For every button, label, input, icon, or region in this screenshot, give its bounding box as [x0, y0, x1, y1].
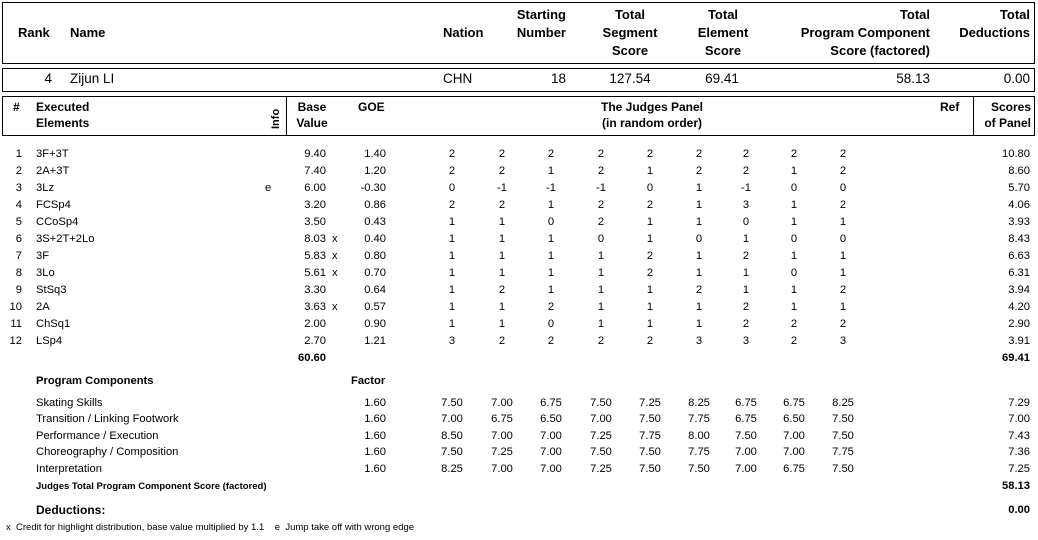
- element-judge-score: 2: [790, 335, 798, 347]
- component-judge-score: 7.00: [540, 463, 562, 475]
- element-judge-score: 1: [790, 301, 798, 313]
- element-base-value: 6.00: [304, 182, 326, 194]
- element-goe: -0.30: [360, 182, 386, 194]
- element-goe: 0.70: [364, 267, 386, 279]
- component-judge-score: 7.50: [441, 397, 463, 409]
- element-base-value: 5.83: [304, 250, 326, 262]
- elements-header-base: Base Value: [296, 100, 328, 130]
- element-base-value: 3.20: [304, 199, 326, 211]
- header-rank: Rank: [18, 25, 50, 40]
- component-judge-score: 7.00: [540, 430, 562, 442]
- element-highlight-mark: x: [332, 233, 338, 245]
- divider-info: [286, 96, 287, 136]
- element-judge-score: 1: [597, 267, 605, 279]
- element-name: LSp4: [36, 335, 63, 347]
- element-judge-score: 1: [839, 301, 847, 313]
- element-name: 3F: [36, 250, 50, 262]
- element-judge-score: 1: [448, 267, 456, 279]
- element-base-value: 9.40: [304, 148, 326, 160]
- element-base-value: 3.30: [304, 284, 326, 296]
- element-num: 5: [15, 216, 22, 228]
- element-goe: 1.21: [364, 335, 386, 347]
- element-name: 2A: [36, 301, 50, 313]
- element-judge-score: 1: [597, 318, 605, 330]
- component-judge-score: 7.00: [735, 463, 757, 475]
- component-name: Performance / Execution: [36, 430, 159, 442]
- element-judge-score: 3: [839, 335, 847, 347]
- element-judge-score: 1: [742, 267, 750, 279]
- element-judge-score: 2: [498, 148, 506, 160]
- element-judge-score: 2: [547, 148, 555, 160]
- component-judge-score: 6.50: [783, 413, 805, 425]
- component-panel-score: 7.00: [1008, 413, 1030, 425]
- element-highlight-mark: x: [332, 301, 338, 313]
- element-judge-score: 1: [547, 233, 555, 245]
- element-judge-score: 1: [790, 216, 798, 228]
- components-title: Program Components: [36, 375, 154, 387]
- component-judge-score: 7.25: [639, 397, 661, 409]
- element-judge-score: 1: [695, 182, 703, 194]
- element-base-value: 3.63: [304, 301, 326, 313]
- element-judge-score: 1: [695, 301, 703, 313]
- element-judge-score: 1: [646, 301, 654, 313]
- element-panel-score: 3.91: [1008, 335, 1030, 347]
- element-judge-score: 2: [498, 165, 506, 177]
- component-name: Interpretation: [36, 463, 102, 475]
- element-num: 3: [15, 182, 22, 194]
- skater-starting-number: 18: [550, 71, 566, 86]
- elements-header-num: #: [13, 100, 20, 114]
- element-judge-score: 2: [597, 335, 605, 347]
- element-judge-score: 1: [742, 233, 750, 245]
- component-judge-score: 7.50: [832, 430, 854, 442]
- element-info: e: [265, 182, 272, 194]
- skater-nation: CHN: [443, 71, 473, 86]
- base-value-total: 60.60: [298, 352, 326, 364]
- element-judge-score: 2: [839, 148, 847, 160]
- element-judge-score: 2: [646, 250, 654, 262]
- element-judge-score: 2: [448, 148, 456, 160]
- element-judge-score: 3: [695, 335, 703, 347]
- element-judge-score: 1: [448, 284, 456, 296]
- element-name: CCoSp4: [36, 216, 79, 228]
- element-judge-score: -1: [497, 182, 507, 194]
- component-name: Choreography / Composition: [36, 446, 179, 458]
- header-tss: Total Segment Score: [602, 7, 658, 58]
- component-judge-score: 8.25: [688, 397, 710, 409]
- element-judge-score: 2: [547, 301, 555, 313]
- element-judge-score: 1: [646, 318, 654, 330]
- element-judge-score: 2: [695, 148, 703, 160]
- component-judge-score: 8.25: [832, 397, 854, 409]
- component-judge-score: 7.00: [441, 413, 463, 425]
- element-name: ChSq1: [36, 318, 71, 330]
- element-judge-score: 1: [498, 301, 506, 313]
- elements-header-scores: Scores of Panel: [984, 100, 1031, 130]
- element-base-value: 7.40: [304, 165, 326, 177]
- element-judge-score: 1: [597, 284, 605, 296]
- element-name: 3Lz: [36, 182, 55, 194]
- element-panel-score: 8.43: [1008, 233, 1030, 245]
- element-num: 2: [15, 165, 22, 177]
- element-judge-score: 3: [742, 199, 750, 211]
- element-goe: 1.20: [364, 165, 386, 177]
- element-panel-score: 5.70: [1008, 182, 1030, 194]
- element-judge-score: 0: [839, 233, 847, 245]
- element-judge-score: 2: [839, 199, 847, 211]
- element-judge-score: 3: [742, 335, 750, 347]
- component-judge-score: 7.50: [441, 446, 463, 458]
- element-highlight-mark: x: [332, 250, 338, 262]
- element-name: StSq3: [36, 284, 67, 296]
- element-judge-score: 0: [695, 233, 703, 245]
- element-judge-score: 1: [839, 216, 847, 228]
- element-judge-score: 2: [448, 199, 456, 211]
- skater-pcs: 58.13: [896, 71, 930, 86]
- element-judge-score: 1: [498, 216, 506, 228]
- component-judge-score: 7.75: [832, 446, 854, 458]
- element-judge-score: 0: [646, 182, 654, 194]
- element-judge-score: 0: [448, 182, 456, 194]
- skater-name: Zijun LI: [70, 71, 115, 86]
- element-judge-score: 1: [597, 250, 605, 262]
- element-judge-score: 1: [695, 318, 703, 330]
- element-panel-score: 6.63: [1008, 250, 1030, 262]
- element-judge-score: 3: [448, 335, 456, 347]
- element-judge-score: 1: [790, 284, 798, 296]
- element-judge-score: 1: [498, 267, 506, 279]
- component-judge-score: 7.75: [639, 430, 661, 442]
- component-judge-score: 7.50: [735, 430, 757, 442]
- component-judge-score: 7.75: [688, 446, 710, 458]
- element-judge-score: 2: [646, 148, 654, 160]
- element-name: 2A+3T: [36, 165, 70, 177]
- component-judge-score: 8.50: [441, 430, 463, 442]
- component-judge-score: 7.00: [735, 446, 757, 458]
- element-judge-score: 1: [695, 267, 703, 279]
- component-panel-score: 7.25: [1008, 463, 1030, 475]
- element-judge-score: 1: [448, 216, 456, 228]
- element-judge-score: 1: [448, 301, 456, 313]
- component-name: Skating Skills: [36, 397, 103, 409]
- element-judge-score: 1: [839, 250, 847, 262]
- component-judge-score: 7.00: [590, 413, 612, 425]
- header-nation: Nation: [443, 25, 484, 40]
- element-judge-score: 2: [597, 165, 605, 177]
- element-judge-score: 2: [742, 148, 750, 160]
- element-judge-score: 2: [790, 318, 798, 330]
- element-name: 3Lo: [36, 267, 55, 279]
- element-judge-score: 2: [839, 284, 847, 296]
- deductions-value: 0.00: [1008, 504, 1030, 516]
- element-num: 12: [9, 335, 22, 347]
- element-name: FCSp4: [36, 199, 71, 211]
- element-base-value: 3.50: [304, 216, 326, 228]
- element-judge-score: 2: [597, 216, 605, 228]
- component-judge-score: 7.00: [783, 430, 805, 442]
- divider-scores: [973, 96, 974, 136]
- element-judge-score: 1: [547, 165, 555, 177]
- element-judge-score: 1: [790, 250, 798, 262]
- component-judge-score: 6.75: [540, 397, 562, 409]
- pcs-total-value: 58.13: [1002, 480, 1030, 492]
- component-judge-score: 7.00: [491, 463, 513, 475]
- component-factor: 1.60: [364, 413, 386, 425]
- components-factor-header: Factor: [351, 375, 386, 387]
- skater-tss: 127.54: [609, 71, 651, 86]
- component-factor: 1.60: [364, 397, 386, 409]
- component-judge-score: 7.50: [590, 446, 612, 458]
- element-judge-score: 2: [742, 301, 750, 313]
- pcs-total-label: Judges Total Program Component Score (factored): [36, 481, 267, 492]
- element-base-value: 8.03: [304, 233, 326, 245]
- element-judge-score: 1: [695, 216, 703, 228]
- element-judge-score: 0: [790, 233, 798, 245]
- component-name: Transition / Linking Footwork: [36, 413, 179, 425]
- element-num: 8: [15, 267, 22, 279]
- element-judge-score: 2: [646, 335, 654, 347]
- component-judge-score: 6.75: [735, 397, 757, 409]
- element-judge-score: 0: [839, 182, 847, 194]
- component-factor: 1.60: [364, 446, 386, 458]
- element-judge-score: 2: [742, 318, 750, 330]
- element-judge-score: -1: [741, 182, 751, 194]
- element-num: 11: [10, 318, 22, 330]
- element-goe: 1.40: [364, 148, 386, 160]
- component-factor: 1.60: [364, 430, 386, 442]
- component-judge-score: 7.50: [590, 397, 612, 409]
- elements-score-total: 69.41: [1002, 352, 1030, 364]
- component-panel-score: 7.36: [1008, 446, 1030, 458]
- element-judge-score: 2: [547, 335, 555, 347]
- element-num: 6: [15, 233, 22, 245]
- element-judge-score: 1: [646, 233, 654, 245]
- element-base-value: 2.00: [304, 318, 326, 330]
- element-num: 1: [15, 148, 22, 160]
- element-goe: 0.43: [364, 216, 386, 228]
- element-panel-score: 6.31: [1008, 267, 1030, 279]
- element-judge-score: 2: [839, 318, 847, 330]
- header-starting-number: Starting Number: [516, 7, 566, 40]
- element-judge-score: 1: [790, 165, 798, 177]
- element-judge-score: 1: [646, 216, 654, 228]
- element-judge-score: 1: [646, 284, 654, 296]
- element-judge-score: 2: [742, 250, 750, 262]
- header-pcs: Total Program Component Score (factored): [800, 7, 930, 58]
- element-base-value: 5.61: [304, 267, 326, 279]
- element-judge-score: 1: [547, 284, 555, 296]
- element-name: 3S+2T+2Lo: [36, 233, 95, 245]
- deductions-label: Deductions:: [36, 503, 106, 517]
- element-panel-score: 4.06: [1008, 199, 1030, 211]
- element-judge-score: 1: [839, 267, 847, 279]
- component-judge-score: 7.00: [491, 430, 513, 442]
- element-panel-score: 8.60: [1008, 165, 1030, 177]
- elements-header-box: [2, 96, 1035, 136]
- component-judge-score: 7.25: [590, 463, 612, 475]
- element-judge-score: 2: [646, 267, 654, 279]
- elements-header-panel: The Judges Panel (in random order): [600, 100, 704, 130]
- component-judge-score: 7.00: [540, 446, 562, 458]
- element-highlight-mark: x: [332, 267, 338, 279]
- component-judge-score: 7.50: [832, 463, 854, 475]
- element-judge-score: -1: [546, 182, 556, 194]
- element-judge-score: 1: [498, 318, 506, 330]
- component-judge-score: 6.50: [540, 413, 562, 425]
- component-judge-score: 7.25: [491, 446, 513, 458]
- component-judge-score: 7.75: [688, 413, 710, 425]
- element-judge-score: 2: [597, 148, 605, 160]
- element-num: 10: [9, 301, 22, 313]
- element-judge-score: 1: [547, 199, 555, 211]
- elements-header-goe: GOE: [358, 100, 385, 114]
- element-goe: 0.90: [364, 318, 386, 330]
- element-goe: 0.64: [364, 284, 386, 296]
- element-judge-score: 1: [498, 233, 506, 245]
- element-judge-score: 2: [790, 148, 798, 160]
- component-judge-score: 7.50: [639, 413, 661, 425]
- component-judge-score: 7.00: [491, 397, 513, 409]
- element-panel-score: 3.94: [1008, 284, 1030, 296]
- component-factor: 1.60: [364, 463, 386, 475]
- element-judge-score: 1: [597, 301, 605, 313]
- element-name: 3F+3T: [36, 148, 69, 160]
- header-deductions: Total Deductions: [959, 7, 1030, 40]
- element-panel-score: 3.93: [1008, 216, 1030, 228]
- element-goe: 0.86: [364, 199, 386, 211]
- element-judge-score: 1: [695, 199, 703, 211]
- skater-deductions: 0.00: [1003, 71, 1030, 86]
- element-judge-score: -1: [596, 182, 606, 194]
- element-num: 9: [15, 284, 22, 296]
- component-judge-score: 7.25: [590, 430, 612, 442]
- element-judge-score: 2: [646, 199, 654, 211]
- element-judge-score: 2: [839, 165, 847, 177]
- elements-header-info: Info: [270, 108, 282, 129]
- component-judge-score: 7.50: [688, 463, 710, 475]
- element-judge-score: 2: [742, 165, 750, 177]
- element-base-value: 2.70: [304, 335, 326, 347]
- element-judge-score: 0: [597, 233, 605, 245]
- element-judge-score: 0: [790, 267, 798, 279]
- elements-header-ref: Ref: [940, 100, 960, 114]
- element-judge-score: 1: [448, 250, 456, 262]
- component-judge-score: 7.00: [783, 446, 805, 458]
- footnote: x Credit for highlight distribution, base value multiplied by 1.1 e Jump take off with wrong edge: [6, 522, 415, 533]
- element-judge-score: 2: [695, 284, 703, 296]
- element-judge-score: 2: [498, 199, 506, 211]
- component-judge-score: 6.75: [735, 413, 757, 425]
- element-num: 4: [15, 199, 22, 211]
- element-judge-score: 0: [790, 182, 798, 194]
- component-judge-score: 8.25: [441, 463, 463, 475]
- element-judge-score: 1: [498, 250, 506, 262]
- component-judge-score: 7.50: [832, 413, 854, 425]
- element-judge-score: 1: [742, 284, 750, 296]
- element-judge-score: 0: [547, 216, 555, 228]
- header-name: Name: [70, 25, 106, 40]
- component-judge-score: 6.75: [783, 463, 805, 475]
- element-judge-score: 2: [695, 165, 703, 177]
- component-judge-score: 6.75: [783, 397, 805, 409]
- element-judge-score: 1: [790, 199, 798, 211]
- element-judge-score: 1: [547, 250, 555, 262]
- element-judge-score: 2: [448, 165, 456, 177]
- element-num: 7: [15, 250, 22, 262]
- element-panel-score: 4.20: [1008, 301, 1030, 313]
- component-panel-score: 7.43: [1008, 430, 1030, 442]
- element-judge-score: 1: [448, 233, 456, 245]
- component-judge-score: 8.00: [688, 430, 710, 442]
- element-panel-score: 10.80: [1002, 148, 1030, 160]
- component-judge-score: 7.50: [639, 463, 661, 475]
- skater-rank: 4: [44, 71, 52, 86]
- element-judge-score: 1: [646, 165, 654, 177]
- element-goe: 0.80: [364, 250, 386, 262]
- element-judge-score: 2: [597, 199, 605, 211]
- element-judge-score: 1: [547, 267, 555, 279]
- element-judge-score: 1: [695, 250, 703, 262]
- component-judge-score: 6.75: [491, 413, 513, 425]
- element-panel-score: 2.90: [1008, 318, 1030, 330]
- header-tes: Total Element Score: [697, 7, 749, 58]
- element-judge-score: 2: [498, 335, 506, 347]
- skater-tes: 69.41: [705, 71, 739, 86]
- element-judge-score: 1: [448, 318, 456, 330]
- element-goe: 0.57: [364, 301, 386, 313]
- elements-header-executed: Executed Elements: [36, 100, 90, 130]
- element-judge-score: 0: [547, 318, 555, 330]
- element-judge-score: 2: [498, 284, 506, 296]
- component-judge-score: 7.50: [639, 446, 661, 458]
- component-panel-score: 7.29: [1008, 397, 1030, 409]
- element-goe: 0.40: [364, 233, 386, 245]
- element-judge-score: 0: [742, 216, 750, 228]
